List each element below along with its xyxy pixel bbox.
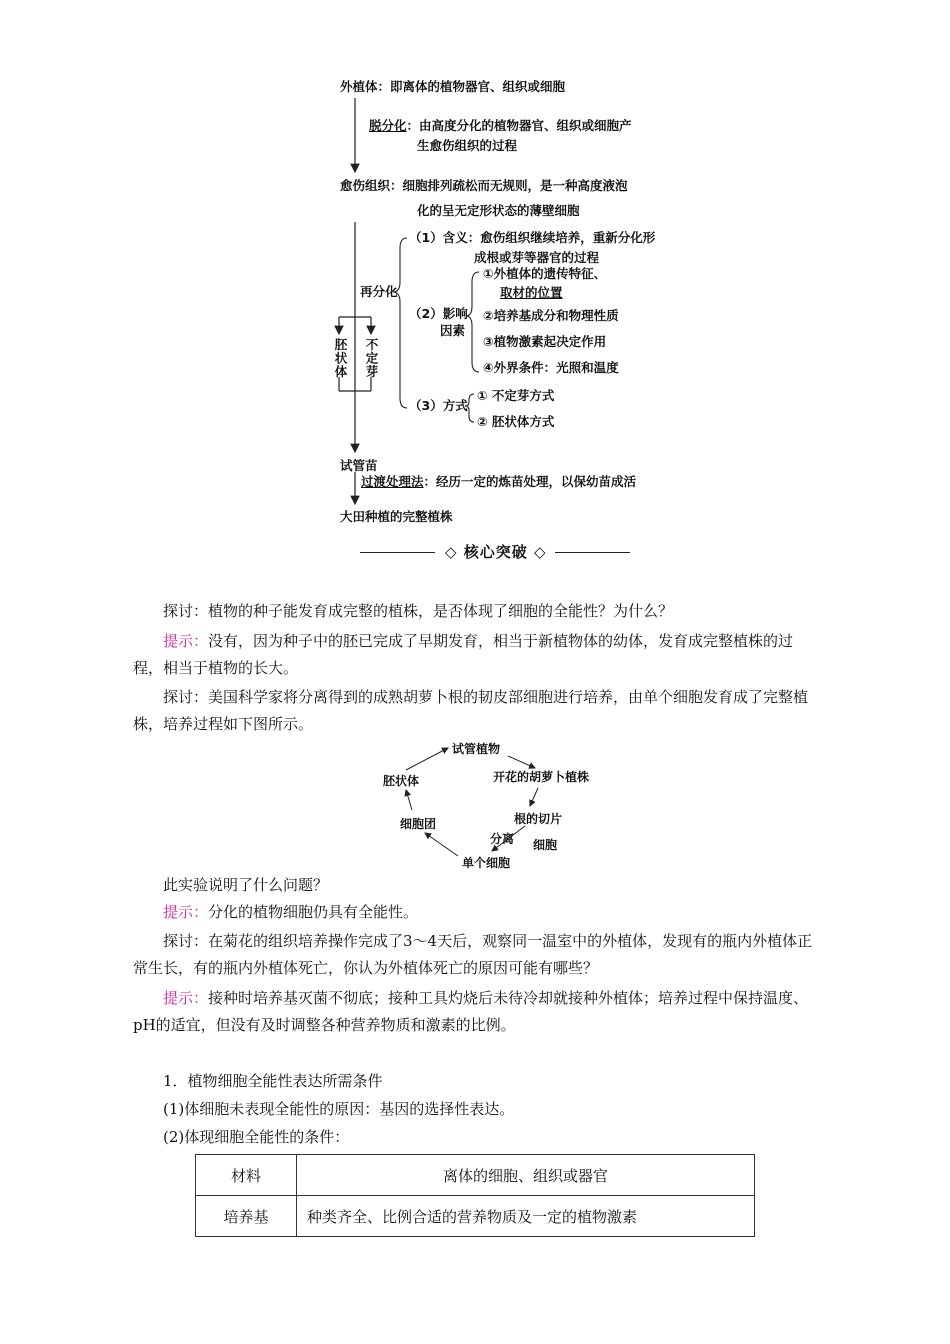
question-1: 探讨：植物的种子能发育成完整的植株，是否体现了细胞的全能性？为什么？ [163, 602, 674, 620]
table-cell-value: 离体的细胞、组织或器官 [297, 1155, 755, 1196]
item1-meaning: （1）含义：愈伤组织继续培养，重新分化形 [409, 230, 656, 245]
item3-mode: （3）方式 [409, 398, 468, 413]
conditions-table [195, 1154, 755, 1237]
hint-1: 提示：没有，因为种子中的胚已完成了早期发育，相当于新植物体的幼体，发育成完整植株的过程，相当于植物的长大。 [133, 632, 794, 677]
section-title: ◇ 核心突破 ◇ [445, 543, 547, 561]
factor-1b: 取材的位置 [500, 285, 563, 300]
hint-2: 提示：分化的植物细胞仍具有全能性。 [163, 903, 419, 921]
section-1-p1: (1)体细胞未表现全能性的原因：基因的选择性表达。 [163, 1100, 515, 1118]
adventitious-bud-label: 不定芽 [364, 338, 379, 379]
item2-factors-2: 因素 [440, 323, 466, 338]
table-row [196, 1196, 755, 1237]
node-flowering-carrot: 开花的胡萝卜植株 [493, 770, 590, 784]
factor-1: ①外植体的遗传特征、 [483, 266, 607, 281]
explant-node: 外植体：即离体的植物器官、组织或细胞 [340, 79, 566, 94]
item2-factors: （2）影响 [409, 306, 468, 321]
node-single-cell: 单个细胞 [462, 856, 511, 870]
label-cells: 细胞 [533, 838, 558, 852]
section-1-p2: (2)体现细胞全能性的条件： [163, 1128, 350, 1146]
hint-3: 提示：接种时培养基灭菌不彻底；接种工具灼烧后未待冷却就接种外植体；培养过程中保持温度、pH的适宜，但没有及时调整各种营养物质和激素的比例。 [133, 989, 809, 1034]
node-embryoid: 胚状体 [383, 774, 420, 788]
factor-3: ③植物激素起决定作用 [483, 334, 607, 349]
callus-node: 愈伤组织：细胞排列疏松而无规则，是一种高度液泡 [340, 178, 628, 193]
rediff-label: 再分化 [360, 284, 398, 299]
question-2: 探讨：美国科学家将分离得到的成熟胡萝卜根的韧皮部细胞进行培养，由单个细胞发育成了完整植株，培养过程如下图所示。 [133, 688, 809, 733]
dediff-desc: 脱分化：由高度分化的植物器官、组织或细胞产 [369, 118, 632, 133]
dediff-desc2: 生愈伤组织的过程 [417, 138, 518, 153]
label-separate: 分离 [490, 832, 515, 846]
carrot-culture-cycle [370, 738, 630, 873]
flowchart [0, 0, 950, 570]
plantlet-node: 试管苗 [340, 458, 378, 473]
question-3: 探讨：在菊花的组织培养操作完成了3～4天后，观察同一温室中的外植体，发现有的瓶内外植体正常生长，有的瓶内外植体死亡，你认为外植体死亡的原因可能有哪些？ [133, 932, 813, 977]
factor-2: ②培养基成分和物理性质 [483, 308, 619, 323]
section-divider [360, 541, 630, 563]
node-tube-plant: 试管植物 [452, 742, 501, 756]
section-1-title: 1．植物细胞全能性表达所需条件 [163, 1072, 383, 1090]
mode-2: ② 胚状体方式 [477, 414, 555, 429]
mode-1: ① 不定芽方式 [477, 388, 555, 403]
node-cell-cluster: 细胞团 [400, 817, 437, 831]
cycle-arrows [370, 738, 630, 873]
embryoid-label: 胚状体 [333, 338, 348, 379]
final-plant-node: 大田种植的完整植株 [340, 509, 453, 524]
transition-desc: 过渡处理法：经历一定的炼苗处理，以保幼苗成活 [361, 474, 637, 489]
callus-desc2: 化的呈无定形状态的薄壁细胞 [417, 203, 580, 218]
factor-4: ④外界条件：光照和温度 [483, 360, 619, 375]
table-cell-label: 材料 [196, 1155, 297, 1196]
item1-meaning-2: 成根或芽等器官的过程 [474, 250, 600, 265]
question-2b: 此实验说明了什么问题？ [163, 876, 329, 894]
node-root-slice: 根的切片 [514, 812, 563, 826]
table-cell-label: 培养基 [196, 1196, 297, 1237]
table-cell-value: 种类齐全、比例合适的营养物质及一定的植物激素 [297, 1196, 755, 1237]
table-row [196, 1155, 755, 1196]
